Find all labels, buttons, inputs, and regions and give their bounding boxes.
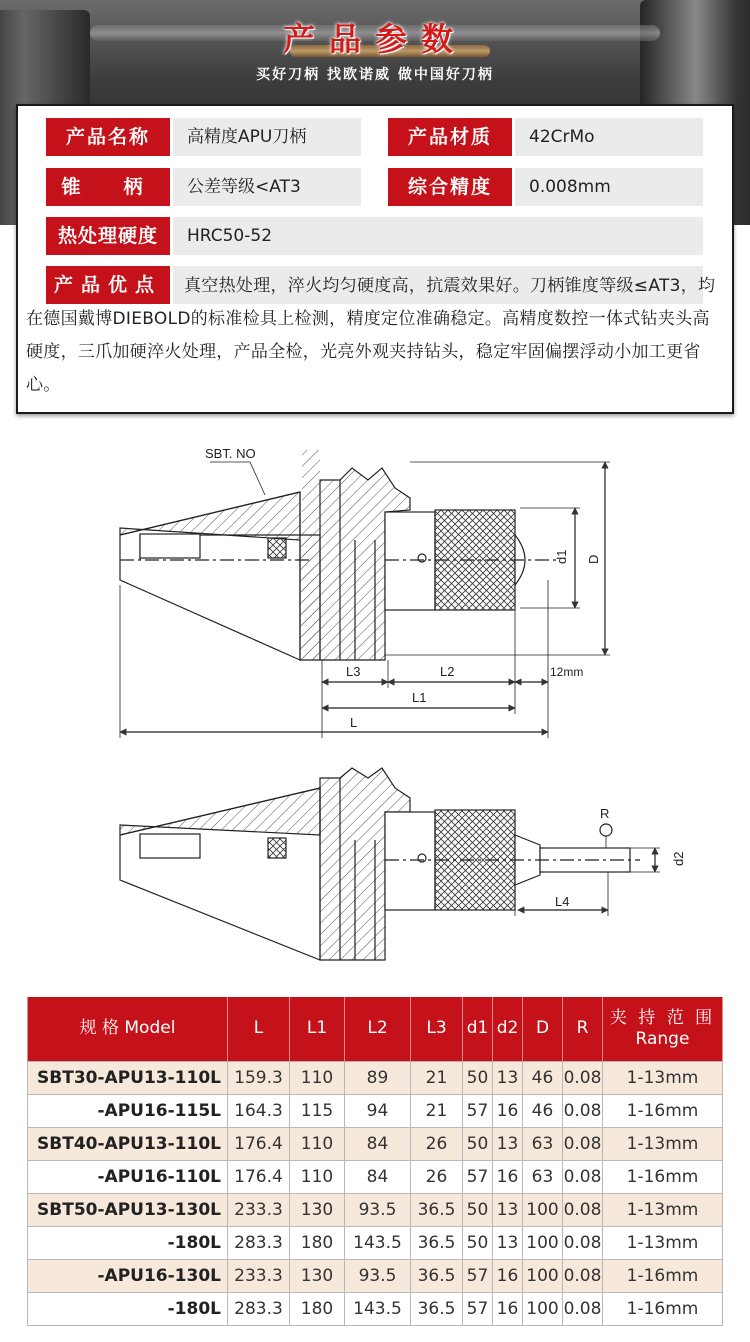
spec-body <box>28 1061 723 1325</box>
cell-l: 176.4 <box>228 1160 290 1193</box>
page-title: 产品参数 <box>282 20 467 58</box>
col-l1: L1 <box>290 997 345 1061</box>
cell-l1: 110 <box>290 1160 345 1193</box>
col-r: R <box>563 997 603 1061</box>
cell-range: 1-16mm <box>603 1094 723 1127</box>
cell-l2: 143.5 <box>345 1292 411 1325</box>
cell-model: SBT50-APU13-130L <box>28 1193 228 1226</box>
cell-l: 233.3 <box>228 1193 290 1226</box>
hardness-value: HRC50-52 <box>173 217 703 255</box>
advantage-text: 真空热处理，淬火均匀硬度高，抗震效果好。刀柄锥度等级≤AT3，均在德国戴博DIEBOLD的标准检具上检测，精度定位准确稳定。高精度数控一体式钻夹头高硬度，三爪加硬淬火处理，产品全检，光亮外观夹持钻头，稳定牢固偏摆浮动小加工更省心。 <box>26 276 716 395</box>
cell-model: SBT40-APU13-110L <box>28 1127 228 1160</box>
cell-l1: 180 <box>290 1226 345 1259</box>
material-label: 产品材质 <box>388 118 512 156</box>
cell-range: 1-13mm <box>603 1061 723 1094</box>
cell-d: 100 <box>523 1292 563 1325</box>
cell-range: 1-16mm <box>603 1259 723 1292</box>
name-label: 产品名称 <box>46 118 170 156</box>
dim-gap-label: 12mm <box>550 665 584 679</box>
cell-d2: 13 <box>493 1061 523 1094</box>
cell-l: 283.3 <box>228 1226 290 1259</box>
cell-range: 1-16mm <box>603 1292 723 1325</box>
cell-r: 0.08 <box>563 1226 603 1259</box>
cell-d: 100 <box>523 1226 563 1259</box>
cell-l1: 130 <box>290 1259 345 1292</box>
cell-l2: 143.5 <box>345 1226 411 1259</box>
table-row <box>28 1160 723 1193</box>
cell-model: SBT30-APU13-110L <box>28 1061 228 1094</box>
cell-l: 283.3 <box>228 1292 290 1325</box>
cell-r: 0.08 <box>563 1193 603 1226</box>
material-value: 42CrMo <box>515 118 703 156</box>
cell-d2: 16 <box>493 1259 523 1292</box>
cell-l1: 110 <box>290 1061 345 1094</box>
accuracy-label: 综合精度 <box>388 168 512 206</box>
accuracy-value: 0.008mm <box>515 168 703 206</box>
dim-l1-label: L1 <box>412 690 427 705</box>
cell-model: -180L <box>28 1226 228 1259</box>
cell-r: 0.08 <box>563 1094 603 1127</box>
cell-l3: 26 <box>411 1160 463 1193</box>
dim-r-label: R <box>600 806 610 821</box>
cell-l2: 84 <box>345 1127 411 1160</box>
cell-r: 0.08 <box>563 1127 603 1160</box>
cell-l2: 89 <box>345 1061 411 1094</box>
cell-l2: 94 <box>345 1094 411 1127</box>
table-row <box>28 1259 723 1292</box>
sbt-no-label: SBT. NO <box>205 446 256 461</box>
cell-d: 100 <box>523 1259 563 1292</box>
dim-l-label: L <box>350 715 358 730</box>
cell-r: 0.08 <box>563 1259 603 1292</box>
cell-l1: 110 <box>290 1127 345 1160</box>
hardness-label: 热处理硬度 <box>46 217 170 255</box>
cell-d2: 13 <box>493 1193 523 1226</box>
tool-holder-drawing-2 <box>120 768 660 960</box>
dim-l2-label: L2 <box>440 664 455 679</box>
slogan: 买好刀柄 找欧诺威 做中国好刀柄 <box>256 67 494 83</box>
cell-l: 176.4 <box>228 1127 290 1160</box>
cell-r: 0.08 <box>563 1292 603 1325</box>
cell-l2: 84 <box>345 1160 411 1193</box>
cell-l1: 115 <box>290 1094 345 1127</box>
technical-drawings <box>0 440 750 985</box>
taper-value: 公差等级<AT3 <box>173 168 361 206</box>
taper-label: 锥 柄 <box>46 168 170 206</box>
col-range-en: Range <box>635 1028 690 1049</box>
cell-d1: 50 <box>463 1127 493 1160</box>
cell-d: 100 <box>523 1193 563 1226</box>
cell-d2: 16 <box>493 1094 523 1127</box>
cell-d: 46 <box>523 1094 563 1127</box>
cell-l1: 180 <box>290 1292 345 1325</box>
cell-r: 0.08 <box>563 1061 603 1094</box>
table-row <box>28 1127 723 1160</box>
cell-l2: 93.5 <box>345 1259 411 1292</box>
cell-model: -180L <box>28 1292 228 1325</box>
cell-range: 1-13mm <box>603 1226 723 1259</box>
col-range <box>603 997 723 1061</box>
name-value: 高精度APU刀柄 <box>173 118 361 156</box>
cell-l: 159.3 <box>228 1061 290 1094</box>
table-row <box>28 1094 723 1127</box>
tool-holder-drawing-1 <box>120 450 610 738</box>
dim-l4-label: L4 <box>555 894 570 909</box>
cell-model: -APU16-115L <box>28 1094 228 1127</box>
cell-d1: 50 <box>463 1193 493 1226</box>
table-row <box>28 1226 723 1259</box>
cell-range: 1-13mm <box>603 1127 723 1160</box>
dim-d2-label: d2 <box>671 851 686 866</box>
spec-header-row <box>28 997 723 1061</box>
cell-d2: 16 <box>493 1292 523 1325</box>
cell-range: 1-13mm <box>603 1193 723 1226</box>
cell-d1: 57 <box>463 1160 493 1193</box>
cell-d1: 57 <box>463 1094 493 1127</box>
col-l3: L3 <box>411 997 463 1061</box>
cell-d: 46 <box>523 1061 563 1094</box>
cell-d1: 50 <box>463 1061 493 1094</box>
cell-d: 63 <box>523 1127 563 1160</box>
col-range-cn: 夹 持 范 围 <box>609 1007 716 1028</box>
table-row <box>28 1292 723 1325</box>
cell-l3: 36.5 <box>411 1292 463 1325</box>
cell-d2: 16 <box>493 1160 523 1193</box>
cell-l3: 26 <box>411 1127 463 1160</box>
cell-d: 63 <box>523 1160 563 1193</box>
advantage-label: 产品优点 <box>46 266 170 304</box>
cell-l3: 36.5 <box>411 1193 463 1226</box>
product-info-box <box>16 104 734 414</box>
col-d1: d1 <box>463 997 493 1061</box>
cell-l3: 21 <box>411 1094 463 1127</box>
cell-r: 0.08 <box>563 1160 603 1193</box>
cell-l3: 36.5 <box>411 1259 463 1292</box>
cell-d1: 50 <box>463 1226 493 1259</box>
dim-l3-label: L3 <box>346 664 361 679</box>
dim-d-label: D <box>586 554 601 564</box>
col-dia: D <box>523 997 563 1061</box>
dim-d1-label: d1 <box>554 549 569 564</box>
cell-d1: 57 <box>463 1292 493 1325</box>
cell-d2: 13 <box>493 1127 523 1160</box>
cell-l: 233.3 <box>228 1259 290 1292</box>
cell-model: -APU16-110L <box>28 1160 228 1193</box>
cell-l1: 130 <box>290 1193 345 1226</box>
cell-l2: 93.5 <box>345 1193 411 1226</box>
cell-l3: 21 <box>411 1061 463 1094</box>
cell-model: -APU16-130L <box>28 1259 228 1292</box>
table-row <box>28 1193 723 1226</box>
cell-d1: 57 <box>463 1259 493 1292</box>
col-model: 规 格 Model <box>28 997 228 1061</box>
cell-range: 1-16mm <box>603 1160 723 1193</box>
table-row <box>28 1061 723 1094</box>
cell-l3: 36.5 <box>411 1226 463 1259</box>
spec-table <box>27 997 723 1326</box>
col-l: L <box>228 997 290 1061</box>
cell-d2: 13 <box>493 1226 523 1259</box>
col-l2: L2 <box>345 997 411 1061</box>
col-d2: d2 <box>493 997 523 1061</box>
cell-l: 164.3 <box>228 1094 290 1127</box>
